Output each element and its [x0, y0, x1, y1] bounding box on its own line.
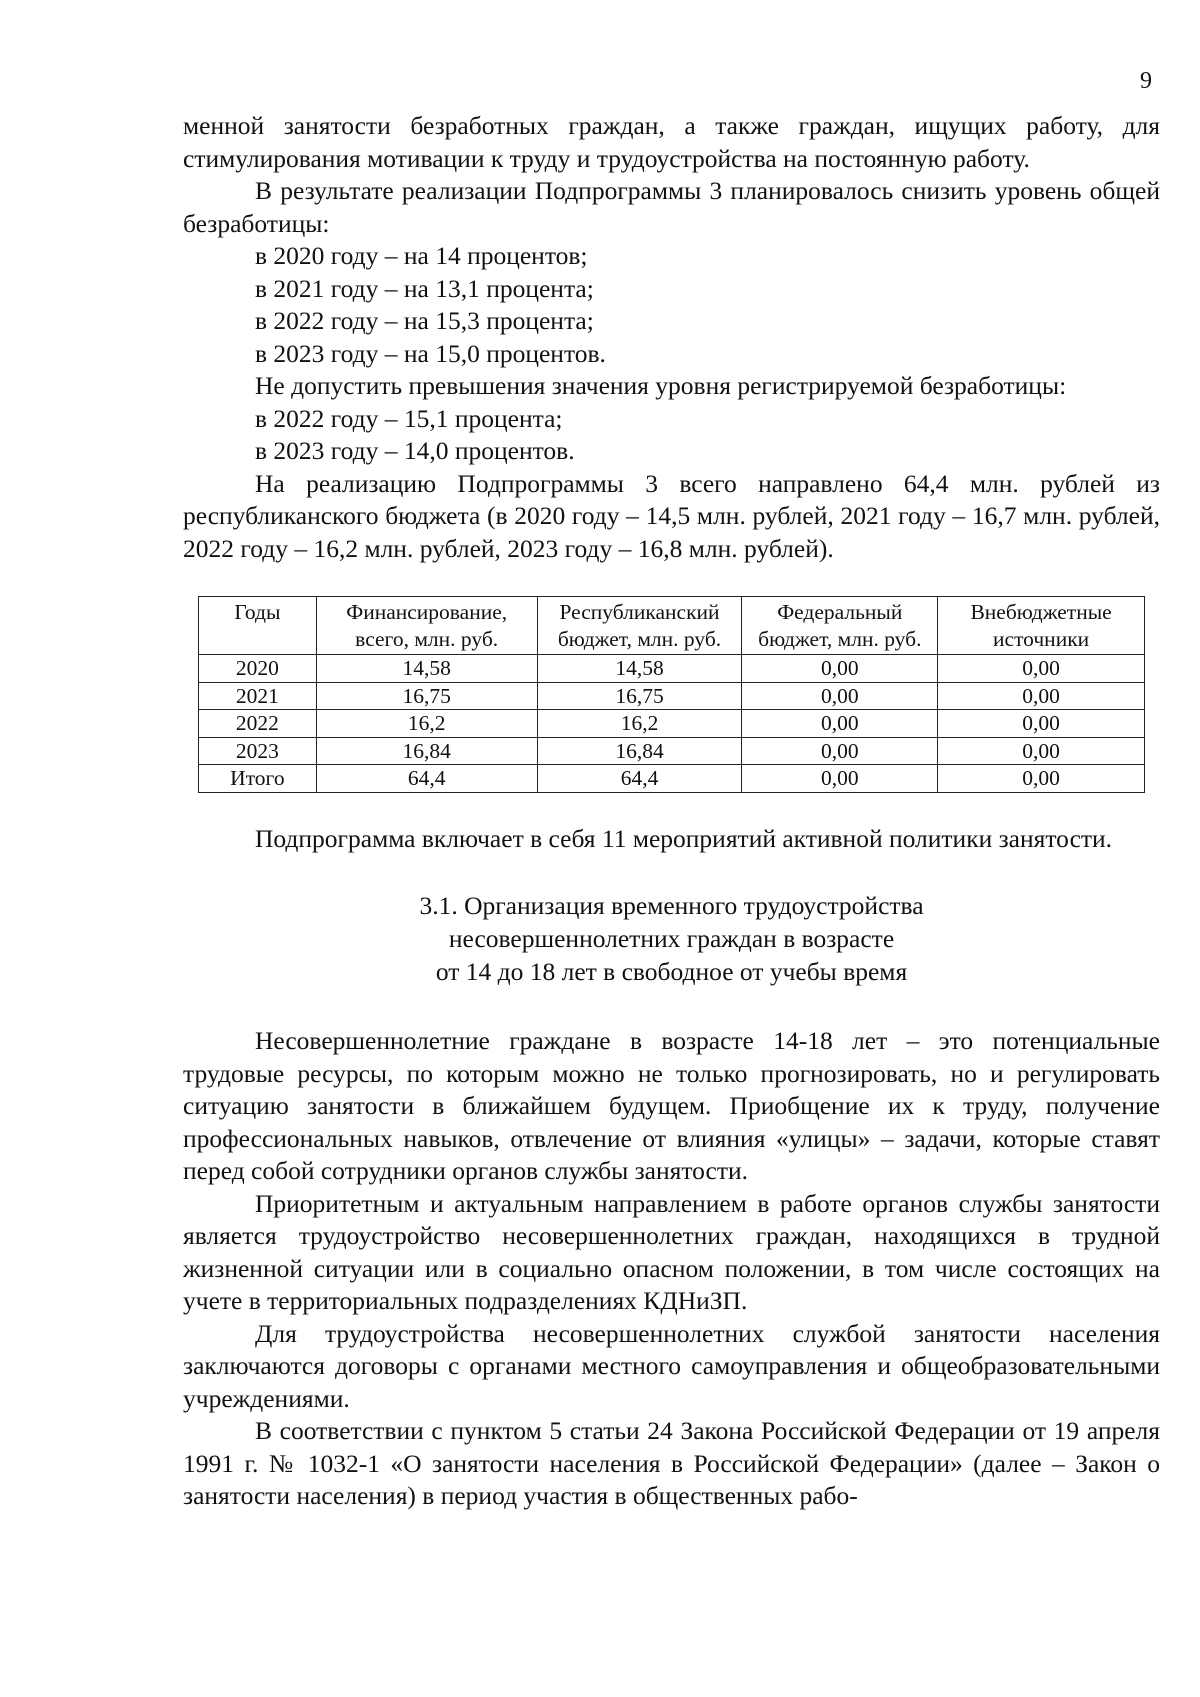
header-years: Годы: [199, 597, 317, 655]
cell-extrabudgetary: 0,00: [938, 737, 1145, 765]
header-republican: Республиканский бюджет, млн. руб.: [537, 597, 742, 655]
cell-extrabudgetary: 0,00: [938, 682, 1145, 710]
table-header-row: [199, 597, 1145, 655]
section-heading: [183, 889, 1160, 988]
cell-year: 2023: [199, 737, 317, 765]
cell-total: 16,84: [316, 737, 537, 765]
list-item-2023: в 2023 году – на 15,0 процентов.: [255, 338, 606, 368]
paragraph-funding: На реализацию Подпрограммы 3 всего направлено 64,4 млн. рублей из республиканского бюджета (в 2020 году – 14,5 млн. рублей, 2021 году – 16,7 млн. рублей, 2022 году – 16,2 млн. рублей, 2023 году – 16,8 млн. рублей).: [183, 468, 1160, 563]
cell-extrabudgetary: 0,00: [938, 655, 1145, 683]
paragraph-subprogram-result: В результате реализации Подпрограммы 3 планировалось снизить уровень общей безработицы:: [183, 176, 1160, 238]
table-row: [199, 737, 1145, 765]
cell-extrabudgetary: 0,00: [938, 765, 1145, 793]
table-row: [199, 682, 1145, 710]
paragraph-minors: Несовершеннолетние граждане в возрасте 14-18 лет – это потенциальные трудовые ресурсы, по которым можно не только прогнозировать, но и регулировать ситуацию занятости в ближайшем будущем. Приобщение их к труду, получение профессиональных навыков, отвлечение от влияния «улицы» – задачи, которые ставят перед собой сотрудники органов службы занятости.: [183, 1026, 1160, 1185]
cell-republican: 64,4: [537, 765, 742, 793]
header-total: Финансирование, всего, млн. руб.: [316, 597, 537, 655]
cell-year: Итого: [199, 765, 317, 793]
list-item-2020: в 2020 году – на 14 процентов;: [255, 241, 588, 270]
cell-extrabudgetary: 0,00: [938, 710, 1145, 738]
cell-federal: 0,00: [742, 710, 938, 738]
cell-federal: 0,00: [742, 737, 938, 765]
table-row-total: [199, 765, 1145, 793]
list-item-2022: в 2022 году – на 15,3 процента;: [255, 306, 594, 335]
paragraph-law: В соответствии с пунктом 5 статьи 24 Закона Российской Федерации от 19 апреля 1991 г. № 1032-1 «О занятости населения в Российской Федерации» (далее – Закон о занятости населения) в период участия в общественных рабо-: [183, 1416, 1160, 1510]
cell-total: 64,4: [316, 765, 537, 793]
table-row: [199, 710, 1145, 738]
cell-republican: 16,2: [537, 710, 742, 738]
financing-table: [198, 596, 1145, 793]
paragraph-continuation: менной занятости безработных граждан, а также граждан, ищущих работу, для стимулирования мотивации к труду и трудоустройства на постоянную работу.: [183, 111, 1160, 173]
cell-federal: 0,00: [742, 655, 938, 683]
cell-total: 14,58: [316, 655, 537, 683]
cell-total: 16,75: [316, 682, 537, 710]
cell-year: 2020: [199, 655, 317, 683]
cell-republican: 16,84: [537, 737, 742, 765]
paragraph-measures: Подпрограмма включает в себя 11 мероприятий активной политики занятости.: [255, 823, 1113, 853]
section-heading-line: несовершеннолетних граждан в возрасте: [448, 924, 895, 953]
section-heading-line: от 14 до 18 лет в свободное от учебы время: [435, 957, 908, 986]
header-extrabudgetary: Внебюджетные источники: [938, 597, 1145, 655]
cell-total: 16,2: [316, 710, 537, 738]
section-heading-line: 3.1. Организация временного трудоустройства: [419, 891, 924, 920]
header-federal: Федеральный бюджет, млн. руб.: [742, 597, 938, 655]
list-item-registered-2023: в 2023 году – 14,0 процентов.: [255, 436, 575, 465]
paragraph-priority: Приоритетным и актуальным направлением в работе органов службы занятости является трудоустройство несовершеннолетних граждан, находящихся в трудной жизненной ситуации или в социально опасном положении, в том числе состоящих на учете в территориальных подразделениях КДНиЗП.: [183, 1188, 1160, 1315]
cell-republican: 16,75: [537, 682, 742, 710]
cell-federal: 0,00: [742, 682, 938, 710]
document-body: [183, 110, 1160, 1513]
table-row: [199, 655, 1145, 683]
list-item-registered-2022: в 2022 году – 15,1 процента;: [255, 403, 563, 433]
cell-year: 2022: [199, 710, 317, 738]
list-item-2021: в 2021 году – на 13,1 процента;: [255, 273, 594, 303]
paragraph-registered-intro: Не допустить превышения значения уровня регистрируемой безработицы:: [255, 371, 1067, 400]
paragraph-contracts: Для трудоустройства несовершеннолетних службой занятости населения заключаются договоры с органами местного самоуправления и общеобразовательными учреждениями.: [183, 1318, 1160, 1413]
cell-federal: 0,00: [742, 765, 938, 793]
cell-republican: 14,58: [537, 655, 742, 683]
cell-year: 2021: [199, 682, 317, 710]
page-number: 9: [1140, 68, 1152, 94]
